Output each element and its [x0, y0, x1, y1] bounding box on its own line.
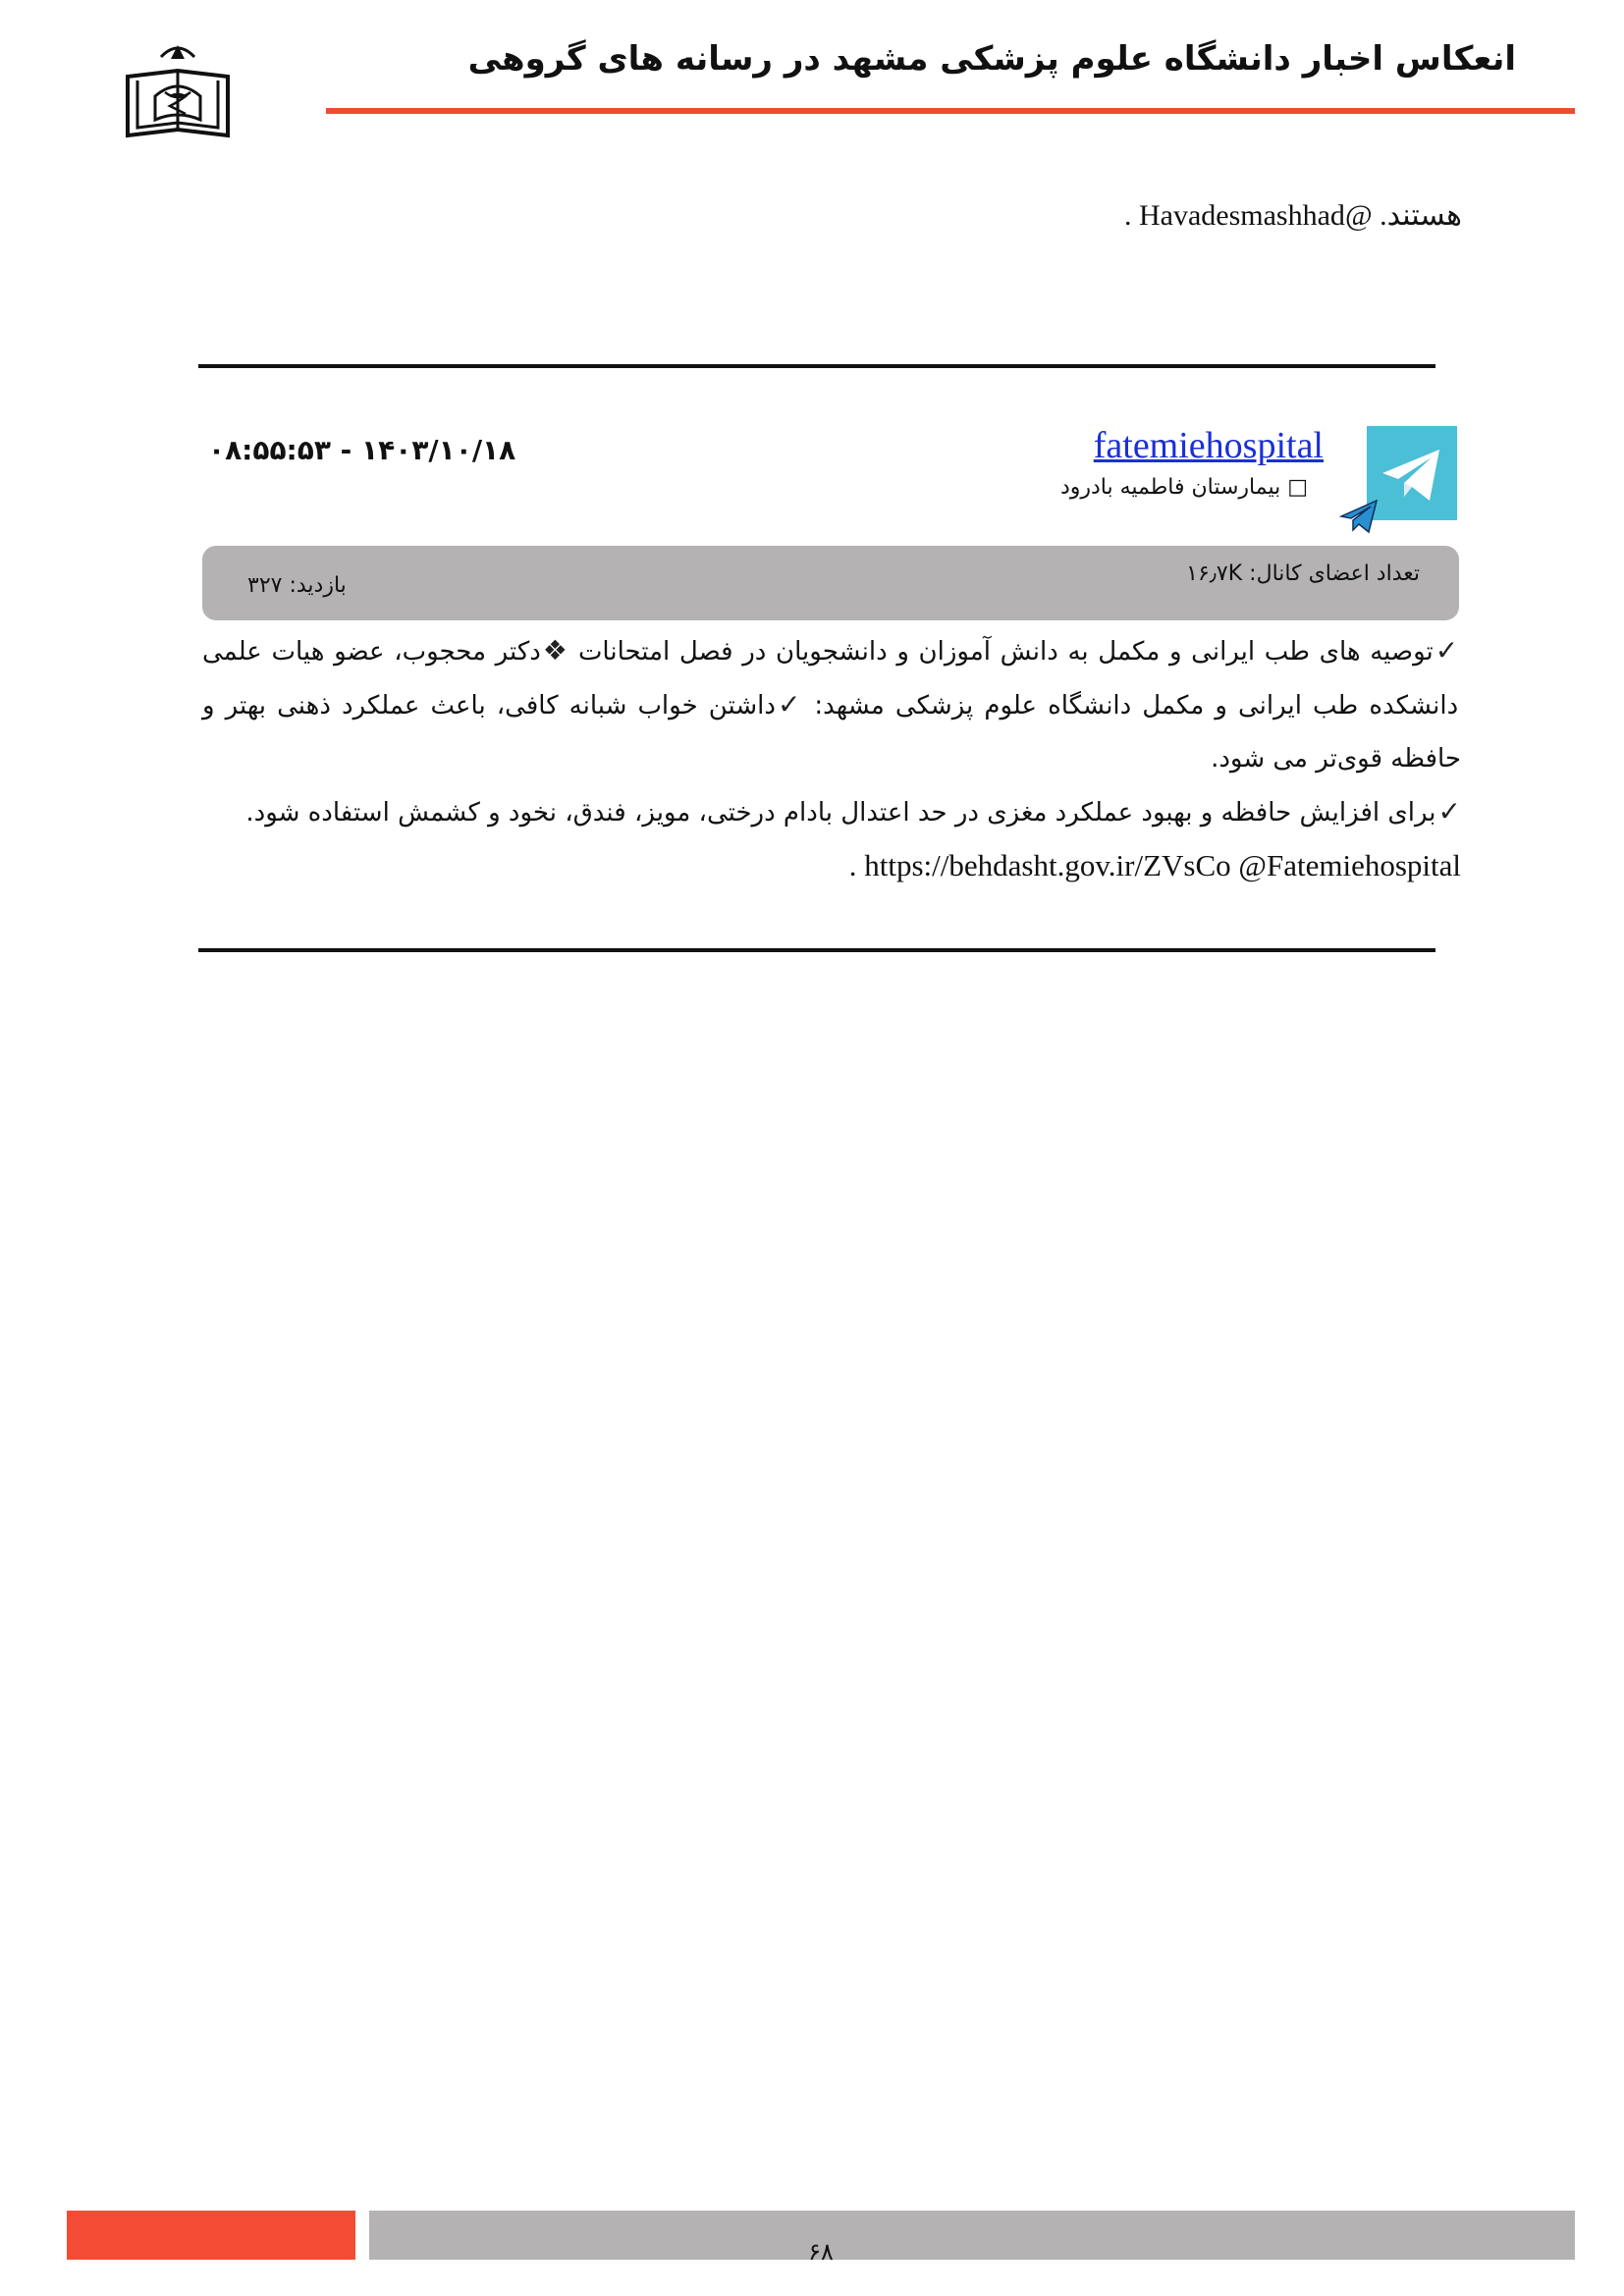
channel-name-icon: □ [1280, 475, 1308, 500]
telegram-icon [1367, 426, 1457, 520]
telegram-badge-icon [1339, 499, 1379, 534]
checkmark-icon: ✓ [1437, 795, 1461, 828]
channel-stats-bar [202, 546, 1459, 620]
channel-subtitle [1060, 475, 1308, 500]
post-links[interactable]: https://behdasht.gov.ir/ZVsCo @Fatemiehospital . [848, 848, 1461, 882]
page-number: ۶۸ [808, 2238, 834, 2266]
header-rule [326, 108, 1575, 114]
post-paragraph [202, 785, 1461, 839]
footer-accent-bar [67, 2211, 355, 2260]
footer-bar [369, 2211, 1575, 2260]
checkmark-icon: ✓ [777, 688, 804, 721]
post-text: دکتر محجوب، عضو هیات علمی دانشکده طب ایرانی و مکمل دانشگاه علوم پزشکی مشهد: [202, 637, 1459, 721]
post-datetime: ۰۸:۵۵:۵۳ - ۱۴۰۳/۱۰/۱۸ [208, 434, 516, 466]
checkmark-icon: ✓ [1435, 634, 1460, 667]
post-views-count: بازدید: ۳۲۷ [247, 573, 347, 598]
post-text: توصیه های طب ایرانی و مکمل به دانش آموزان و دانشجویان در فصل امتحانات [577, 637, 1434, 667]
header-title: انعکاس اخبار دانشگاه علوم پزشکی مشهد در رسانه های گروهی [467, 39, 1516, 79]
previous-post-tail: هستند. @Havadesmashhad . [1124, 199, 1462, 232]
university-logo [116, 37, 240, 165]
post-text: داشتن خواب شبانه کافی، باعث عملکرد ذهنی بهتر و حافظه قوی‌تر می شود. [202, 691, 1461, 774]
channel-name: بیمارستان فاطمیه بادرود [1059, 475, 1281, 500]
channel-avatar[interactable] [1367, 426, 1457, 520]
diamond-dot-icon: ❖ [542, 634, 569, 667]
channel-handle-link[interactable]: fatemiehospital [1093, 425, 1324, 466]
post-body [202, 624, 1461, 892]
post-divider-top [198, 364, 1435, 368]
post-paragraph [202, 624, 1461, 785]
channel-members-count: تعداد اعضای کانال: ۱۶٫۷K [1186, 561, 1420, 586]
university-emblem-icon [116, 37, 240, 165]
post-divider-bottom [198, 948, 1435, 952]
post-text: برای افزایش حافظه و بهبود عملکرد مغزی در حد اعتدال بادام درختی، مویز، فندق، نخود و کشمش استفاده شود. [245, 798, 1436, 828]
